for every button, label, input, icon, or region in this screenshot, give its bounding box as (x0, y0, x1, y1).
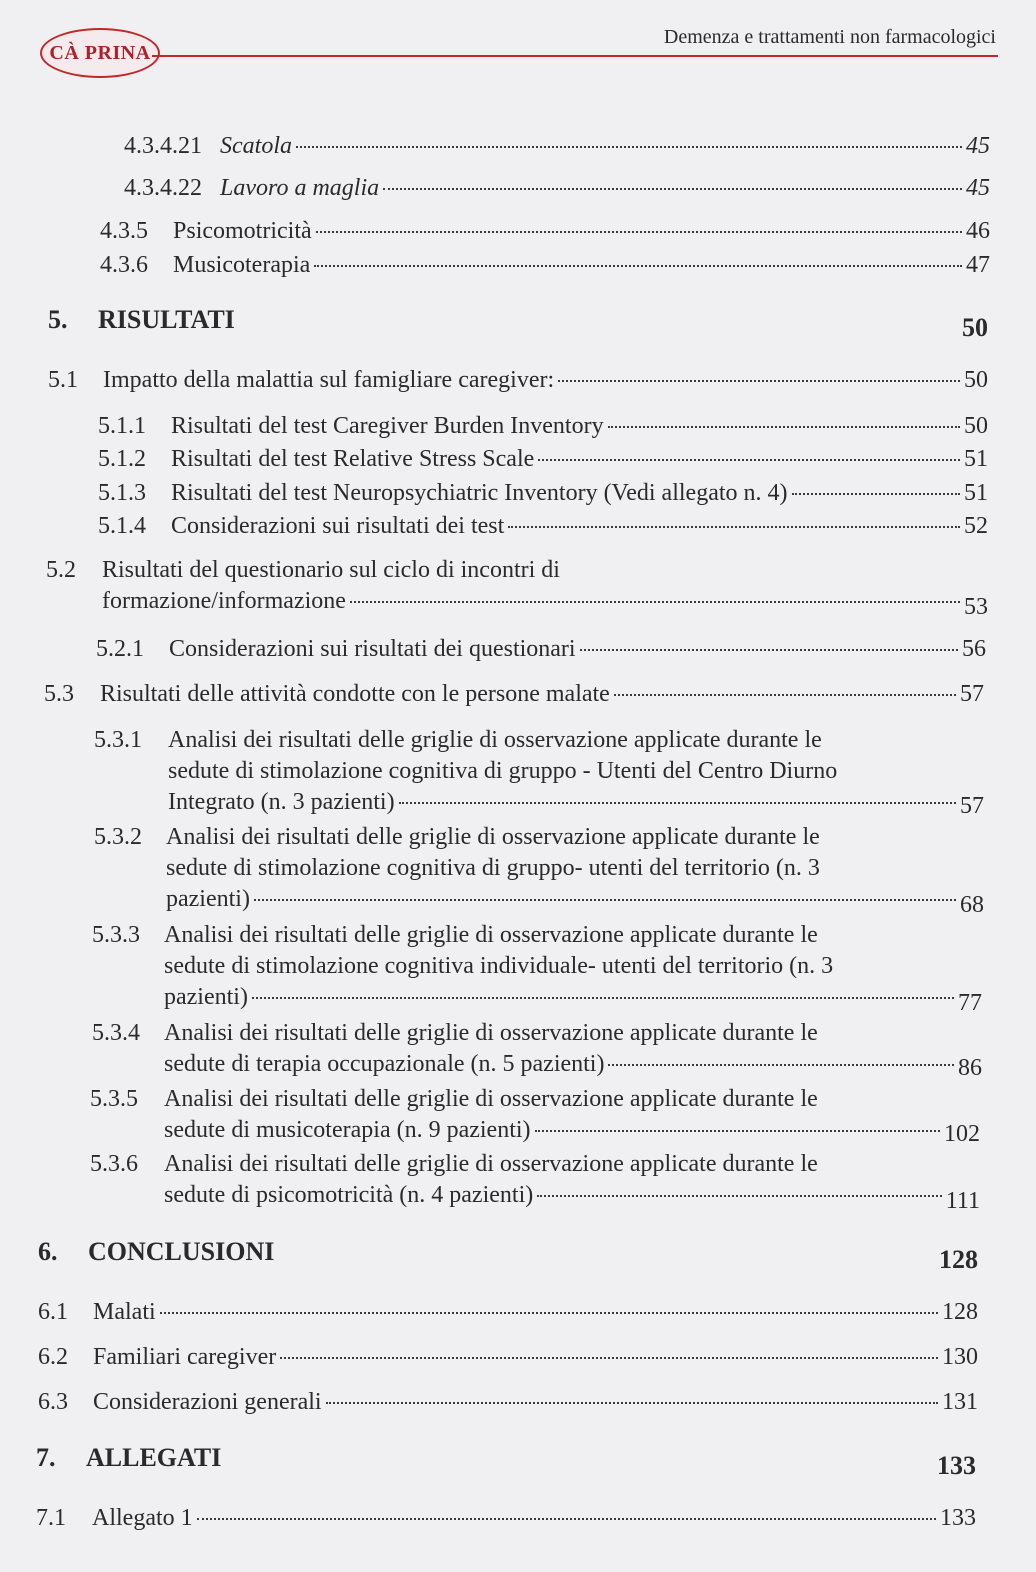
dot-leader (296, 146, 962, 148)
toc-entry-page: 51 (964, 446, 988, 472)
toc-entry-4-3-4-22 (124, 172, 990, 204)
toc-entry-6-2 (38, 1341, 978, 1373)
toc-entry-number: 5.3.3 (92, 922, 140, 948)
page-header (0, 0, 1036, 80)
chapter-title: RISULTATI (98, 305, 235, 334)
toc-entry-number: 7.1 (36, 1505, 66, 1531)
toc-entry-page: 68 (960, 892, 984, 918)
toc-entry-title: Considerazioni sui risultati dei questionari (169, 636, 576, 662)
toc-entry-page: 57 (960, 793, 984, 819)
toc-entry-title-line: sedute di musicoterapia (n. 9 pazienti) (164, 1117, 531, 1143)
dot-leader (252, 997, 954, 999)
toc-entry-page: 50 (964, 413, 988, 439)
toc-entry-number: 4.3.5 (100, 218, 148, 244)
chapter-page: 128 (939, 1245, 978, 1274)
toc-entry-number: 6.1 (38, 1299, 68, 1325)
dot-leader (197, 1518, 936, 1520)
publisher-logo: CÀ PRINA (40, 28, 160, 78)
toc-entry-5-2-1 (96, 633, 986, 665)
dot-leader (608, 426, 960, 428)
toc-entry-page: 133 (940, 1505, 976, 1531)
toc-entry-title: Risultati delle attività condotte con le persone malate (100, 681, 610, 707)
dot-leader (538, 459, 960, 461)
toc-entry-number: 5.1.3 (98, 480, 146, 506)
toc-entry-page: 45 (966, 133, 990, 159)
toc-entry-page: 130 (942, 1344, 978, 1370)
toc-entry-title: Impatto della malattia sul famigliare caregiver: (103, 367, 555, 393)
toc-entry-title: Considerazioni sui risultati dei test (171, 513, 505, 539)
toc-entry-7-1 (36, 1502, 976, 1534)
toc-entry-title: Musicoterapia (173, 252, 311, 278)
toc-entry-5-1-3 (98, 477, 988, 509)
toc-entry-page: 128 (942, 1299, 978, 1325)
chapter-number: 6. (38, 1237, 58, 1266)
toc-entry-number: 5.1.1 (98, 413, 146, 439)
dot-leader (580, 649, 958, 651)
toc-entry-number: 4.3.4.21 (124, 133, 202, 159)
dot-leader (314, 265, 962, 267)
dot-leader (399, 802, 956, 804)
toc-entry-5-3 (44, 678, 984, 710)
chapter-title: ALLEGATI (86, 1443, 222, 1472)
toc-entry-page: 53 (964, 594, 988, 620)
toc-entry-number: 5.3 (44, 681, 74, 707)
toc-entry-4-3-5 (100, 215, 990, 247)
toc-entry-page: 56 (962, 636, 986, 662)
toc-entry-title: Allegato 1 (92, 1505, 193, 1531)
toc-entry-number: 5.1.4 (98, 513, 146, 539)
toc-entry-page: 86 (958, 1055, 982, 1081)
toc-entry-5-3-2 (94, 822, 984, 918)
toc-entry-number: 5.3.1 (94, 727, 142, 753)
toc-entry-title-line: Risultati del questionario sul ciclo di incontri di (102, 557, 560, 583)
toc-entry-5-3-4 (92, 1018, 982, 1082)
dot-leader (608, 1064, 954, 1066)
toc-entry-page: 50 (964, 367, 988, 393)
chapter-number: 5. (48, 305, 68, 334)
dot-leader (280, 1357, 938, 1359)
toc-entry-5-1-1 (98, 410, 988, 442)
toc-entry-title: Lavoro a maglia (220, 175, 380, 201)
toc-entry-number: 5.3.6 (90, 1151, 138, 1177)
toc-entry-number: 4.3.4.22 (124, 175, 202, 201)
toc-entry-title: Considerazioni generali (93, 1389, 322, 1415)
running-title: Demenza e trattamenti non farmacologici (663, 26, 996, 48)
toc-entry-title: Familiari caregiver (93, 1344, 277, 1370)
toc-entry-title: Scatola (220, 133, 292, 159)
dot-leader (383, 188, 962, 190)
dot-leader (254, 899, 956, 901)
toc-entry-5-3-6 (90, 1149, 980, 1213)
toc-entry-number: 6.2 (38, 1344, 68, 1370)
toc-chapter-5 (48, 305, 988, 342)
toc-entry-5-3-3 (92, 920, 982, 1016)
dot-leader (326, 1402, 938, 1404)
toc-entry-title: Risultati del test Neuropsychiatric Inventory (Vedi allegato n. 4) (171, 480, 788, 506)
toc-entry-number: 5.3.2 (94, 824, 142, 850)
toc-entry-title: Psicomotricità (173, 218, 312, 244)
toc-entry-page: 77 (958, 990, 982, 1016)
chapter-page: 133 (937, 1451, 976, 1480)
toc-entry-page: 131 (942, 1389, 978, 1415)
toc-entry-title-line: sedute di stimolazione cognitiva di gruppo - Utenti del Centro Diurno (168, 758, 838, 784)
toc-entry-number: 5.2 (46, 557, 76, 583)
toc-entry-page: 111 (945, 1188, 980, 1214)
dot-leader (508, 526, 960, 528)
dot-leader (792, 493, 961, 495)
toc-entry-title-line: pazienti) (166, 886, 250, 912)
toc-entry-title: Risultati del test Caregiver Burden Inventory (171, 413, 604, 439)
toc-entry-title-line: Analisi dei risultati delle griglie di osservazione applicate durante le (168, 727, 822, 753)
toc-entry-title: Risultati del test Relative Stress Scale (171, 446, 535, 472)
dot-leader (316, 231, 962, 233)
toc-entry-page: 51 (964, 480, 988, 506)
toc-entry-title-line: Analisi dei risultati delle griglie di osservazione applicate durante le (164, 1020, 818, 1046)
toc-entry-title-line: sedute di stimolazione cognitiva di gruppo- utenti del territorio (n. 3 (166, 855, 820, 881)
toc-entry-4-3-4-21 (124, 130, 990, 162)
dot-leader (614, 694, 956, 696)
toc-entry-number: 5.3.5 (90, 1086, 138, 1112)
toc-entry-title-line: sedute di terapia occupazionale (n. 5 pazienti) (164, 1051, 605, 1077)
toc-entry-title-line: formazione/informazione (102, 588, 346, 614)
toc-entry-title-line: sedute di psicomotricità (n. 4 pazienti) (164, 1182, 534, 1208)
toc-entry-number: 5.2.1 (96, 636, 144, 662)
toc-entry-page: 47 (966, 252, 990, 278)
toc-entry-number: 5.3.4 (92, 1020, 140, 1046)
toc-entry-number: 4.3.6 (100, 252, 148, 278)
toc-entry-5-1-2 (98, 443, 988, 475)
toc-entry-title-line: Analisi dei risultati delle griglie di osservazione applicate durante le (164, 1151, 818, 1177)
toc-entry-6-1 (38, 1296, 978, 1328)
dot-leader (537, 1195, 942, 1197)
toc-entry-number: 5.1.2 (98, 446, 146, 472)
header-rule (152, 55, 998, 57)
toc-entry-5-2 (46, 555, 988, 619)
toc-entry-title-line: Analisi dei risultati delle griglie di osservazione applicate durante le (164, 1086, 818, 1112)
toc-entry-6-3 (38, 1386, 978, 1418)
toc-chapter-6 (38, 1237, 978, 1274)
dot-leader (535, 1130, 940, 1132)
toc-entry-title-line: Analisi dei risultati delle griglie di osservazione applicate durante le (164, 922, 818, 948)
chapter-number: 7. (36, 1443, 56, 1472)
toc-entry-page: 57 (960, 681, 984, 707)
toc-entry-5-3-1 (94, 725, 984, 821)
toc-entry-page: 45 (966, 175, 990, 201)
chapter-title: CONCLUSIONI (88, 1237, 275, 1266)
dot-leader (350, 601, 960, 603)
toc-entry-title-line: Integrato (n. 3 pazienti) (168, 789, 395, 815)
dot-leader (160, 1312, 938, 1314)
toc-entry-page: 102 (944, 1121, 980, 1147)
toc-entry-title-line: pazienti) (164, 984, 248, 1010)
dot-leader (558, 380, 960, 382)
toc-entry-page: 46 (966, 218, 990, 244)
toc-chapter-7 (36, 1443, 976, 1480)
toc-entry-title: Malati (93, 1299, 156, 1325)
toc-entry-number: 6.3 (38, 1389, 68, 1415)
toc-entry-page: 52 (964, 513, 988, 539)
toc-entry-5-1 (48, 364, 988, 396)
toc-entry-number: 5.1 (48, 367, 78, 393)
chapter-page: 50 (962, 313, 988, 342)
toc-entry-5-3-5 (90, 1084, 980, 1148)
toc-entry-title-line: sedute di stimolazione cognitiva individuale- utenti del territorio (n. 3 (164, 953, 834, 979)
toc-entry-4-3-6 (100, 249, 990, 281)
toc-entry-5-1-4 (98, 510, 988, 542)
toc-entry-title-line: Analisi dei risultati delle griglie di osservazione applicate durante le (166, 824, 820, 850)
